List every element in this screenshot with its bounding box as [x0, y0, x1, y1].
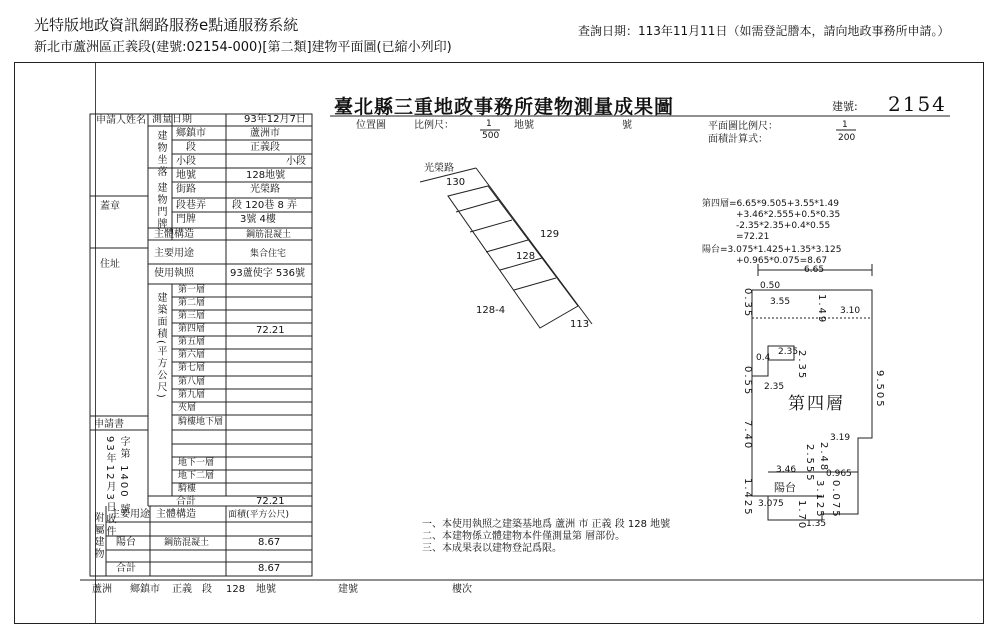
land-no-label: 號: [622, 120, 632, 131]
document-subtitle: 新北市蘆洲區正義段(建號:02154-000)[第二類]建物平面圖(已縮小列印): [34, 40, 452, 55]
document-title: 臺北縣三重地政事務所建物測量成果圖: [334, 96, 675, 118]
seal-label: 蓋章: [100, 201, 120, 212]
query-date: 查詢日期：113年11月11日（如需登記謄本，請向地政事務所申請。）: [578, 24, 950, 38]
plan-scale-num: 1: [842, 120, 848, 130]
dim-1.49: 1.49: [816, 294, 827, 325]
dim-0.50: 0.50: [760, 281, 781, 291]
number: 3號 4樓: [240, 214, 276, 225]
structure: 鋼筋混凝土: [246, 230, 292, 240]
total-label: 合計: [176, 496, 196, 507]
dim-0.075: 0.075: [830, 480, 841, 519]
floor-row-label: 第四層: [178, 324, 206, 334]
floor-row-label: 第二層: [178, 298, 206, 308]
annex-label: 附屬建物: [92, 512, 103, 560]
apply-no: 字第 1400 號: [118, 436, 129, 516]
floor-row-label: 地下二層: [178, 471, 215, 481]
township-label: 鄉鎮市: [176, 128, 206, 139]
floor-row-label: 地下一層: [178, 458, 215, 468]
area-label: 建築面積(平方公尺): [155, 292, 166, 400]
survey-date-label: 測量日期: [152, 114, 192, 125]
apply-label: 申請書: [94, 419, 124, 430]
note-3: 三、本成果表以建物登記爲限。: [422, 543, 562, 554]
annex-struct-label: 主體構造: [156, 509, 196, 520]
number-label: 門牌: [176, 214, 196, 225]
floor-row-label: 第三層: [178, 311, 206, 321]
lane-label: 段巷弄: [176, 200, 206, 211]
floor-row-label: 第八層: [178, 377, 206, 387]
floor-row-label: 夾層: [178, 403, 197, 413]
site-scale-label: 比例尺：: [414, 120, 454, 131]
calc-balcony-2: +0.965*0.075=8.67: [736, 256, 828, 266]
license: 93蘆使字 536號: [230, 268, 305, 279]
note-1: 一、本使用執照之建築基地爲 蘆洲 市 正義 段 128 地號: [422, 519, 671, 530]
dim-6.65: 6.65: [804, 265, 825, 275]
site-scale-num: 1: [486, 119, 492, 129]
subsection: 小段: [286, 156, 306, 167]
total: 72.21: [256, 496, 285, 507]
dim-2.35-c: 2.35: [764, 382, 785, 392]
street: 光榮路: [250, 184, 280, 195]
annex-use-label: 主要用途: [110, 509, 150, 520]
dim-3.46: 3.46: [776, 465, 797, 475]
floor-row-label: 第一層: [178, 285, 206, 295]
annex-use: 陽台: [116, 537, 136, 548]
dim-3.55: 3.55: [770, 297, 791, 307]
dim-0.55: 0.55: [742, 366, 753, 397]
annex-area-label: 面積(平方公尺): [228, 510, 290, 520]
lot-130: 130: [446, 177, 466, 188]
road-name: 光榮路: [424, 163, 454, 174]
address-label: 住址: [100, 259, 120, 270]
plan-scale-label: 平面圖比例尺：: [708, 121, 778, 132]
floor-row-label: 騎樓: [178, 484, 197, 494]
lot-128-4: 128-4: [476, 305, 506, 316]
dim-2.35-a: 2.35: [778, 347, 799, 357]
floor-row-label: 第七層: [178, 363, 206, 373]
floor-row-label: 第九層: [178, 390, 206, 400]
license-label: 使用執照: [154, 268, 194, 279]
calc-floor4-1: 第四層=6.65*9.505+3.55*1.49: [702, 199, 839, 209]
dim-1.35: 1.35: [806, 519, 827, 529]
footer-lot-suffix: 地號: [256, 584, 276, 595]
area-calc-label: 面積計算式：: [708, 134, 768, 145]
floor-row-label: 第五層: [178, 337, 206, 347]
location-map-label: 位置圖: [356, 120, 386, 131]
footer-sheet-label: 樓次: [452, 584, 472, 595]
dim-3.125: 3.125: [814, 480, 825, 519]
annex-total: 8.67: [258, 563, 281, 574]
apply-date: 93年12月3日收件: [104, 436, 115, 538]
location-label: 建物坐落: [155, 130, 166, 178]
floor-row-label: 騎樓地下層: [178, 417, 224, 427]
balcony-name: 陽台: [774, 481, 796, 494]
note-2: 二、本建物係立體建物本件僅測量第 層部份。: [422, 531, 626, 542]
annex-total-label: 合計: [116, 563, 136, 574]
structure-label: 主體構造: [154, 229, 194, 240]
system-title: 光特版地政資訊網路服務e點通服務系統: [34, 16, 299, 34]
dim-2.35-b: 2.35: [796, 350, 807, 381]
dim-3.10: 3.10: [840, 306, 861, 316]
section-label: 段: [186, 142, 196, 153]
footer-building-label: 建號: [338, 584, 358, 595]
applicant-label: 申請人姓名: [96, 115, 146, 126]
section: 正義段: [250, 142, 280, 153]
dim-1.425: 1.425: [742, 478, 753, 517]
lot-129: 129: [540, 229, 560, 240]
dim-0.35: 0.35: [742, 288, 753, 319]
footer-township-suffix: 鄉鎮市: [130, 584, 160, 595]
lot-128: 128: [516, 251, 536, 262]
footer-section-suffix: 段: [202, 584, 212, 595]
footer-section: 正義: [172, 584, 192, 595]
site-scale-den: 500: [482, 131, 500, 141]
building-no-label: 建號:: [832, 100, 858, 113]
calc-floor4-4: =72.21: [736, 232, 770, 242]
doorplate-label: 建物門牌: [155, 182, 166, 230]
floor4-area: 72.21: [256, 325, 285, 336]
survey-date: 93年12月7日: [244, 114, 306, 125]
calc-floor4-2: +3.46*2.555+0.5*0.35: [736, 210, 841, 220]
township: 蘆洲市: [250, 128, 280, 139]
dim-3.19: 3.19: [830, 433, 851, 443]
dim-7.40: 7.40: [742, 420, 753, 451]
dim-0.4: 0.4: [756, 353, 771, 363]
dim-2.48: 2.48: [818, 442, 829, 473]
dim-3.075: 3.075: [758, 499, 784, 509]
dim-2.555: 2.555: [804, 444, 815, 483]
annex-struct: 鋼筋混凝土: [164, 538, 210, 548]
use-label: 主要用途: [154, 248, 194, 259]
lot-113: 113: [570, 319, 590, 330]
lot-label: 地號: [176, 170, 196, 181]
plan-scale-den: 200: [838, 133, 856, 143]
footer-lot: 128: [226, 584, 246, 595]
street-label: 街路: [176, 184, 196, 195]
dim-0.965: 0.965: [826, 469, 852, 479]
land-label: 地號: [514, 120, 534, 131]
annex-area: 8.67: [258, 537, 281, 548]
dim-9.505: 9.505: [874, 370, 885, 409]
calc-floor4-3: -2.35*2.35+0.4*0.55: [736, 221, 831, 231]
subsection-label: 小段: [176, 156, 196, 167]
building-no: 2154: [888, 92, 947, 116]
floor-row-label: 第六層: [178, 350, 206, 360]
use: 集合住宅: [250, 249, 287, 259]
footer-township: 蘆洲: [92, 584, 112, 595]
lane: 段 120巷 8 弄: [232, 200, 297, 211]
dim-1.70: 1.70: [796, 500, 807, 531]
calc-balcony-1: 陽台=3.075*1.425+1.35*3.125: [702, 245, 842, 255]
lot: 128地號: [246, 170, 286, 181]
floor-name: 第四層: [788, 394, 845, 414]
